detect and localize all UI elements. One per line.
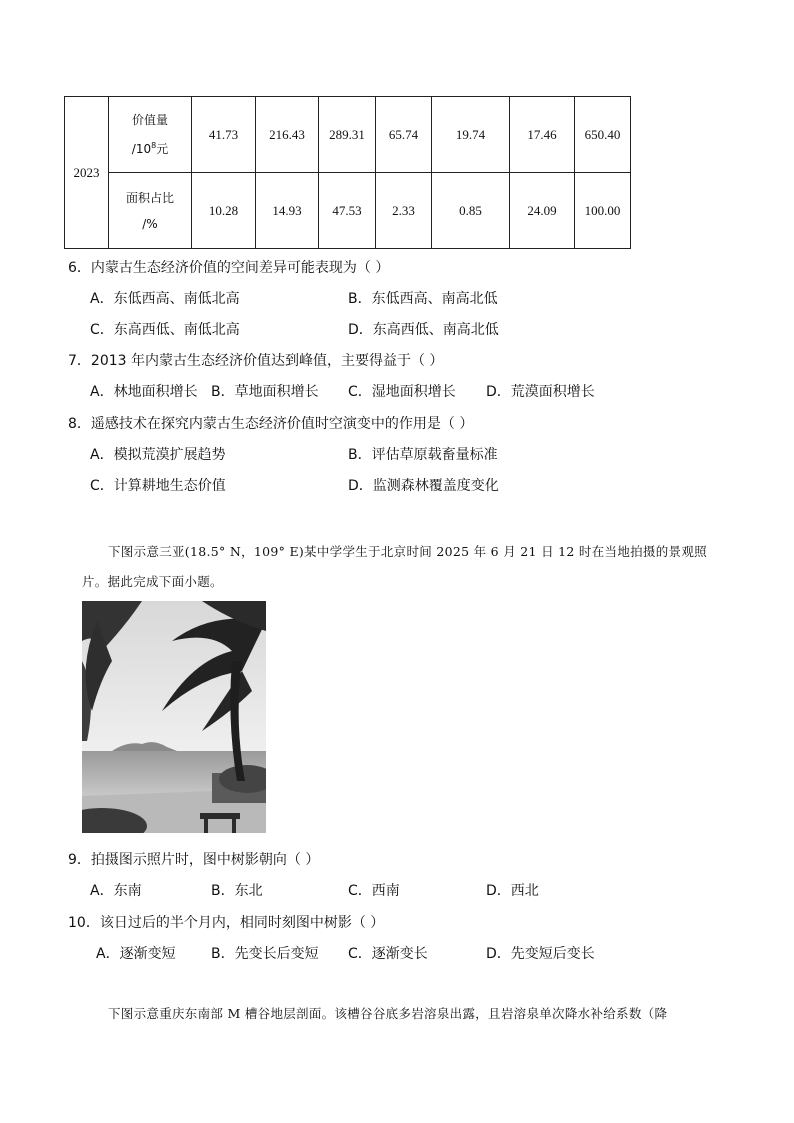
table-cell: 0.85 xyxy=(432,173,510,249)
question-6-option-b[interactable]: B．东低西高、南高北低 xyxy=(348,291,498,307)
passage-sanya: 下图示意三亚(18.5° N，109° E)某中学学生于北京时间 2025 年 6 月 21 日 12 时在当地拍摄的景观照片。据此完成下面小题。 xyxy=(82,544,707,589)
question-8-option-b[interactable]: B．评估草原载畜量标准 xyxy=(348,447,498,463)
question-8-option-d[interactable]: D．监测森林覆盖度变化 xyxy=(348,478,499,494)
question-8-stem: 8．遥感技术在探究内蒙古生态经济价值时空演变中的作用是（ ） xyxy=(68,416,474,432)
table-cell: 47.53 xyxy=(319,173,376,249)
question-9-option-b[interactable]: B．东北 xyxy=(211,883,263,899)
table-cell: 216.43 xyxy=(256,97,319,173)
table-cell: 14.93 xyxy=(256,173,319,249)
question-6-stem: 6．内蒙古生态经济价值的空间差异可能表现为（ ） xyxy=(68,260,390,276)
question-9-option-d[interactable]: D．西北 xyxy=(486,883,539,899)
table-row xyxy=(65,173,631,249)
question-8-option-c[interactable]: C．计算耕地生态价值 xyxy=(90,478,226,494)
question-6-option-a[interactable]: A．东低西高、南低北高 xyxy=(90,291,240,307)
question-9-option-a[interactable]: A．东南 xyxy=(90,883,142,899)
metric-label-cell xyxy=(109,173,192,249)
metric-label-cell xyxy=(109,97,192,173)
question-7-option-a[interactable]: A．林地面积增长 xyxy=(90,384,198,400)
beach-palm-photo xyxy=(82,601,266,833)
table-row xyxy=(65,97,631,173)
table-cell: 2.33 xyxy=(376,173,432,249)
question-7-stem: 7．2013 年内蒙古生态经济价值达到峰值，主要得益于（ ） xyxy=(68,353,444,369)
table-cell: 41.73 xyxy=(192,97,256,173)
question-10-option-b[interactable]: B．先变长后变短 xyxy=(211,946,319,962)
year-cell: 2023 xyxy=(65,97,109,249)
question-10-option-a[interactable]: A．逐渐变短 xyxy=(96,946,176,962)
question-10-option-d[interactable]: D．先变短后变长 xyxy=(486,946,595,962)
metric-label-line1: 价值量 xyxy=(131,113,168,127)
question-10-option-c[interactable]: C．逐渐变长 xyxy=(348,946,428,962)
question-9-stem: 9．拍摄图示照片时，图中树影朝向（ ） xyxy=(68,852,320,868)
data-table xyxy=(64,96,631,249)
table-cell: 650.40 xyxy=(575,97,631,173)
table-cell: 19.74 xyxy=(432,97,510,173)
table-cell: 10.28 xyxy=(192,173,256,249)
question-6-option-c[interactable]: C．东高西低、南低北高 xyxy=(90,322,240,338)
question-8-option-a[interactable]: A．模拟荒漠扩展趋势 xyxy=(90,447,226,463)
table-cell: 17.46 xyxy=(510,97,575,173)
question-9-option-c[interactable]: C．西南 xyxy=(348,883,400,899)
passage-chongqing: 下图示意重庆东南部 M 槽谷地层剖面。该槽谷谷底多岩溶泉出露，且岩溶泉单次降水补给系数（降 xyxy=(108,1006,668,1021)
table-cell: 289.31 xyxy=(319,97,376,173)
question-6-option-d[interactable]: D．东高西低、南高北低 xyxy=(348,322,499,338)
table-cell: 65.74 xyxy=(376,97,432,173)
metric-label-line2: $/10^8$元 xyxy=(131,141,169,156)
table-cell: 24.09 xyxy=(510,173,575,249)
metric-label-line1: 面积占比 xyxy=(125,190,174,205)
question-7-option-d[interactable]: D．荒漠面积增长 xyxy=(486,384,595,400)
question-10-stem: 10．该日过后的半个月内，相同时刻图中树影（ ） xyxy=(68,915,385,931)
question-7-option-c[interactable]: C．湿地面积增长 xyxy=(348,384,456,400)
table-cell: 100.00 xyxy=(575,173,631,249)
metric-label-line2: /% xyxy=(142,216,158,231)
question-7-option-b[interactable]: B．草地面积增长 xyxy=(211,384,319,400)
